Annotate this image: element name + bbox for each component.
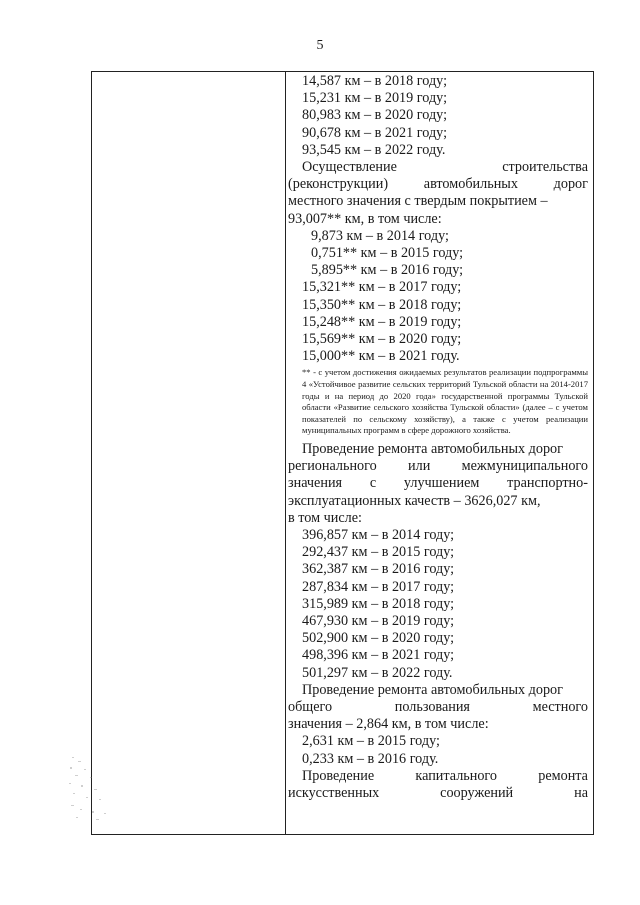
word: сооружений <box>440 785 514 802</box>
word: общего <box>288 699 333 716</box>
word: с <box>369 475 377 492</box>
paragraph-line <box>288 699 588 716</box>
word: местного <box>532 699 588 716</box>
word: Проведение <box>302 767 375 784</box>
word: на <box>574 785 588 802</box>
list-item: 15,248** км – в 2019 году; <box>302 313 462 330</box>
list-item: 9,873 км – в 2014 году; <box>311 227 449 244</box>
paragraph-line <box>288 475 588 492</box>
list-item: 93,545 км – в 2022 году. <box>302 141 446 158</box>
list-item: 292,437 км – в 2015 году; <box>302 544 455 561</box>
list-item: 5,895** км – в 2016 году; <box>311 262 464 279</box>
paragraph-line: местного значения с твердым покрытием – <box>288 193 548 210</box>
word: искусственных <box>288 785 380 802</box>
list-item: 15,350** км – в 2018 году; <box>302 296 462 313</box>
word: межмуниципального <box>461 458 588 475</box>
faded-stamp-mark <box>66 755 114 823</box>
list-item: 2,631 км – в 2015 году; <box>302 733 440 750</box>
footnote: ** - с учетом достижения ожидаемых результатов реализации подпрограммы 4 «Устойчивое развитие сельских территорий Тульской области на 2014-2017 годы и на период до 2020 года» государственной программы Тульской области «Развитие сельского хозяйства Тульской области» (далее – с учетом показателей по сельскому хозяйству), а также с учетом реализации муниципальных программ в сфере дорожного хозяйства. <box>302 367 588 436</box>
paragraph-line <box>288 159 588 176</box>
paragraph-line: Проведение ремонта автомобильных дорог <box>302 681 563 698</box>
column-divider <box>285 72 286 834</box>
page-number: 5 <box>316 38 324 53</box>
list-item: 467,930 км – в 2019 году; <box>302 613 455 630</box>
word: капитального <box>415 767 497 784</box>
list-item: 501,297 км – в 2022 году. <box>302 664 453 681</box>
document-table <box>91 71 594 835</box>
word: значения <box>288 475 343 492</box>
word: дорог <box>553 176 588 193</box>
list-item: 90,678 км – в 2021 году; <box>302 124 448 141</box>
list-item: 80,983 км – в 2020 году; <box>302 107 448 124</box>
list-item: 0,751** км – в 2015 году; <box>311 245 464 262</box>
word: или <box>408 458 431 475</box>
list-item: 498,396 км – в 2021 году; <box>302 647 455 664</box>
paragraph-line <box>288 458 588 475</box>
paragraph-line: в том числе: <box>288 509 362 526</box>
list-item: 362,387 км – в 2016 году; <box>302 561 455 578</box>
paragraph-line: значения – 2,864 км, в том числе: <box>288 716 489 733</box>
word: Осуществление <box>302 159 397 176</box>
word: (реконструкции) <box>288 176 389 193</box>
list-item: 0,233 км – в 2016 году. <box>302 750 439 767</box>
word: регионального <box>288 458 377 475</box>
paragraph-line <box>288 768 588 785</box>
list-item: 15,231 км – в 2019 году; <box>302 90 448 107</box>
list-item: 502,900 км – в 2020 году; <box>302 630 455 647</box>
list-item: 315,989 км – в 2018 году; <box>302 595 455 612</box>
list-item: 15,569** км – в 2020 году; <box>302 331 462 348</box>
word: улучшением <box>403 475 480 492</box>
word: строительства <box>502 159 588 176</box>
paragraph-line: эксплуатационных качеств – 3626,027 км, <box>288 492 541 509</box>
table-right-column <box>288 73 588 802</box>
list-item: 396,857 км – в 2014 году; <box>302 527 455 544</box>
list-item: 287,834 км – в 2017 году; <box>302 578 455 595</box>
paragraph-line <box>288 176 588 193</box>
list-item: 14,587 км – в 2018 году; <box>302 73 448 89</box>
list-item: 15,321** км – в 2017 году; <box>302 279 462 296</box>
word: пользования <box>394 699 470 716</box>
paragraph-line: 93,007** км, в том числе: <box>288 210 442 227</box>
word: ремонта <box>538 767 588 784</box>
paragraph-line <box>288 785 588 802</box>
word: транспортно- <box>507 475 588 492</box>
word: автомобильных <box>423 176 518 193</box>
paragraph-line: Проведение ремонта автомобильных дорог <box>302 441 563 458</box>
list-item: 15,000** км – в 2021 году. <box>302 348 460 365</box>
